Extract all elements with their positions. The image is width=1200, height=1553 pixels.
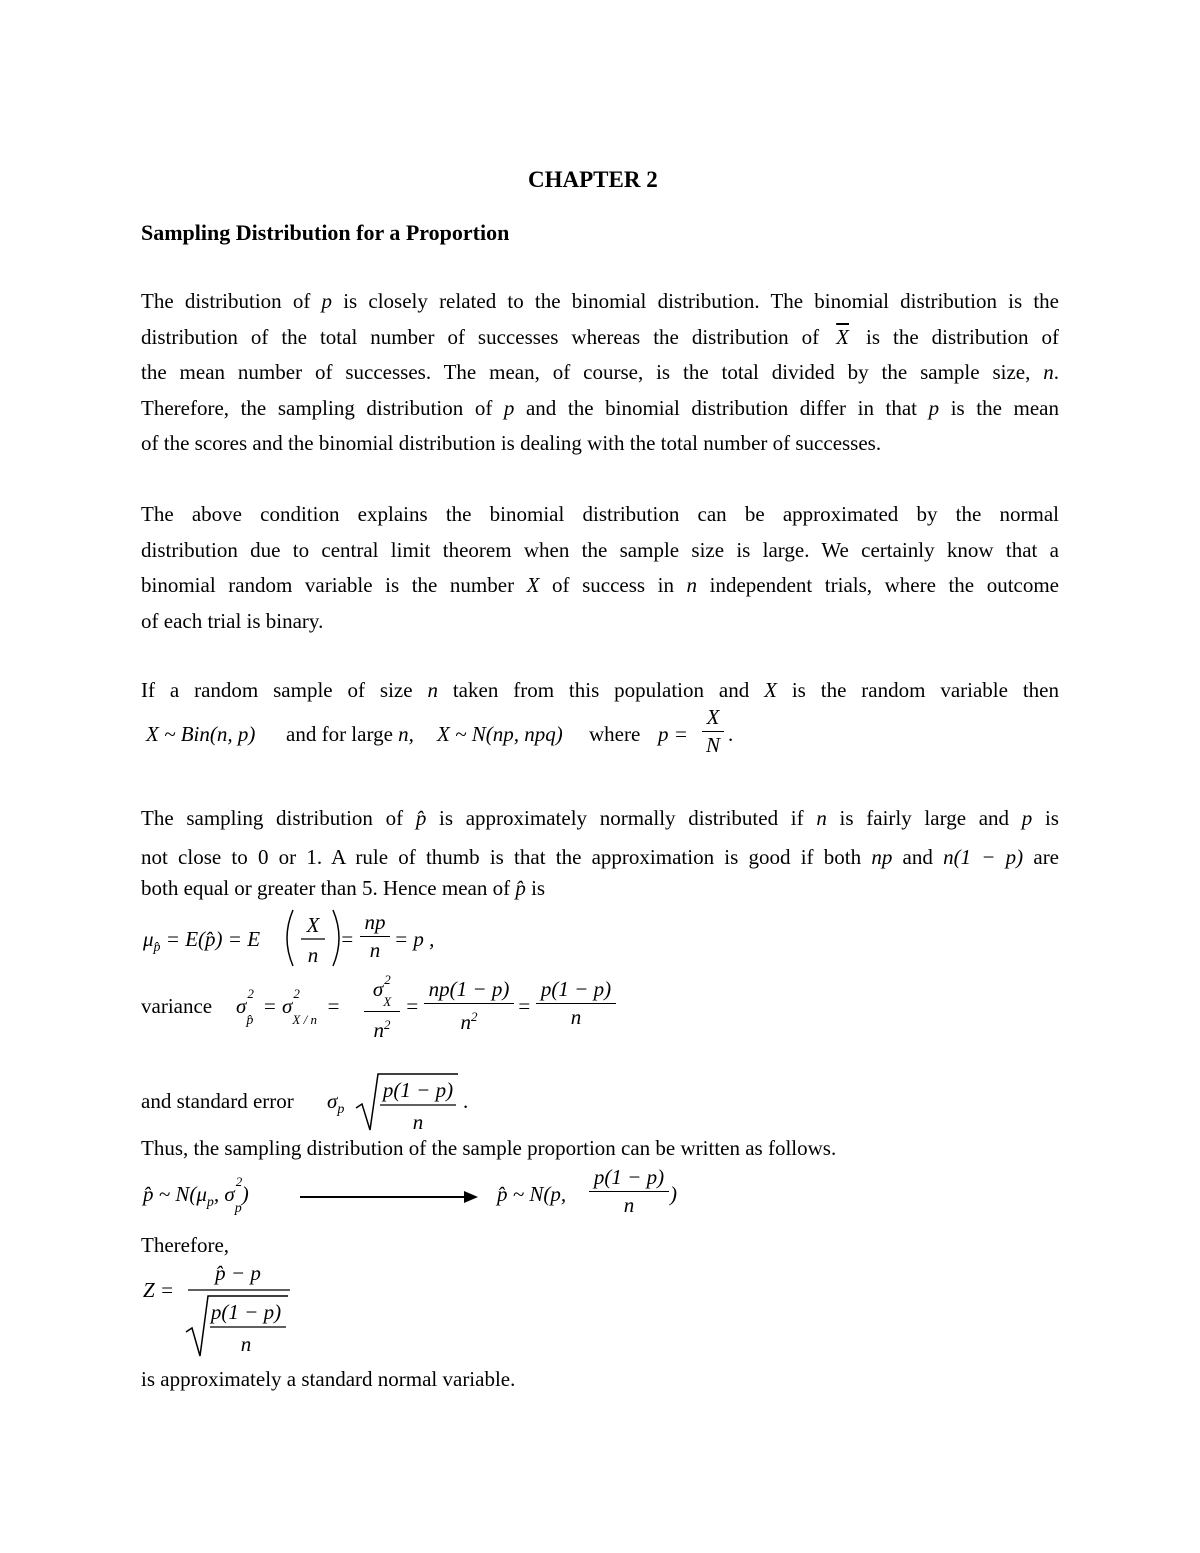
chapter-title: CHAPTER 2 xyxy=(528,167,658,192)
arrow-icon xyxy=(298,1187,480,1207)
distribution-left: p̂ ~ $N(\mu_p$, σ 2 $_p$) xyxy=(143,1174,249,1217)
variance-fraction-3: p(1 − p) n xyxy=(536,978,616,1030)
mean-paren-den: n xyxy=(307,943,319,967)
mean-paren-fraction xyxy=(283,906,345,970)
paragraph-1-line-4: Therefore, the sampling distribution of p and the binomial distribution differ in that p is the mean xyxy=(141,395,1059,420)
paragraph-2-line-1: The above condition explains the binomial distribution can be approximated by the normal xyxy=(141,502,1059,526)
large-n-text: and for large n, xyxy=(286,722,414,746)
std-error-sqrt xyxy=(354,1070,464,1132)
std-error-label: and standard error xyxy=(141,1089,294,1113)
distribution-right: p̂ ~ N(p, xyxy=(497,1182,567,1206)
distribution-right-fraction: p(1 − p) n xyxy=(589,1166,669,1218)
period: . xyxy=(728,722,734,746)
std-error-sigma: $\sigma_p$ xyxy=(327,1089,345,1118)
paragraph-2-line-3: binomial random variable is the number X of success in n independent trials, where the outcome xyxy=(141,573,1060,597)
variance-label: variance xyxy=(141,994,213,1018)
variance-fraction-2: np(1 − p) $n^2$ xyxy=(424,978,514,1035)
x-bar: $\overline{X}$ xyxy=(836,324,849,349)
mean-equation: $\mu_{p̂}$ = E(p̂) = E xyxy=(143,927,261,956)
std-error-den: n xyxy=(412,1110,424,1132)
mean-tail: = p , xyxy=(394,927,435,951)
paragraph-3-line-1: If a random sample of size n taken from this population and X is the random variable then xyxy=(141,678,1059,702)
z-lhs: Z = xyxy=(143,1278,175,1302)
therefore-text: Therefore, xyxy=(141,1233,230,1257)
mean-paren-num: X xyxy=(306,913,320,937)
variance-eq-2: = xyxy=(405,994,420,1018)
mean-eq2: = xyxy=(340,927,355,951)
paragraph-1 xyxy=(141,284,1059,462)
thus-text: Thus, the sampling distribution of the sample proportion can be written as follows. xyxy=(141,1136,837,1160)
paragraph-3 xyxy=(141,673,1059,709)
p-equals: p = xyxy=(658,722,688,746)
variance-lhs: σ 2 $_{p̂}$ = σ 2 $_{X / n}$ = xyxy=(236,986,341,1029)
z-inner-numerator: p(1 − p) xyxy=(210,1300,282,1324)
fraction-x-over-n: X N xyxy=(702,706,724,758)
paragraph-1-line-2: distribution of the total number of successes whereas the distribution of $\overline{X}$ is the distribution of xyxy=(141,324,1059,349)
conclusion-text: is approximately a standard normal variable. xyxy=(141,1367,516,1391)
z-inner-denominator: n xyxy=(240,1332,252,1356)
z-fraction xyxy=(184,1258,296,1358)
variance-fraction-1: σ 2 $_X$ $n^2$ xyxy=(364,978,400,1043)
paragraph-4-line-2: not close to 0 or 1. A rule of thumb is that the approximation is good if both np and n(1 − p) are xyxy=(141,845,1060,869)
paragraph-1-line-5: of the scores and the binomial distribution is dealing with the total number of successes. xyxy=(141,431,882,455)
paragraph-2-line-4: of each trial is binary. xyxy=(141,608,324,633)
paragraph-2-line-2: distribution due to central limit theorem when the sample size is large. We certainly know that a xyxy=(141,537,1059,562)
where-text: where xyxy=(589,722,641,746)
paragraph-1-line-3: the mean number of successes. The mean, of course, is the total divided by the sample size, n. xyxy=(141,360,1059,384)
paragraph-4-line-3: both equal or greater than 5. Hence mean of p̂ is xyxy=(141,876,546,900)
z-numerator: p̂ − p xyxy=(215,1261,261,1285)
paragraph-2 xyxy=(141,497,1059,639)
mean-fraction: np n xyxy=(360,911,390,963)
section-heading: Sampling Distribution for a Proportion xyxy=(141,220,510,245)
paragraph-1-line-1: The distribution of p is closely related to the binomial distribution. The binomial distribution is the xyxy=(141,289,1059,313)
std-error-period: . xyxy=(463,1089,469,1113)
variance-eq-3: = xyxy=(517,994,532,1018)
normal-expression: X ~ N(np, npq) xyxy=(437,722,563,746)
binomial-expression: X ~ Bin(n, p) xyxy=(146,722,256,746)
paragraph-4-line-1: The sampling distribution of p̂ is approximately normally distributed if n is fairly large and p is xyxy=(141,806,1059,830)
distribution-right-close: ) xyxy=(670,1182,677,1206)
std-error-num: p(1 − p) xyxy=(382,1078,454,1102)
